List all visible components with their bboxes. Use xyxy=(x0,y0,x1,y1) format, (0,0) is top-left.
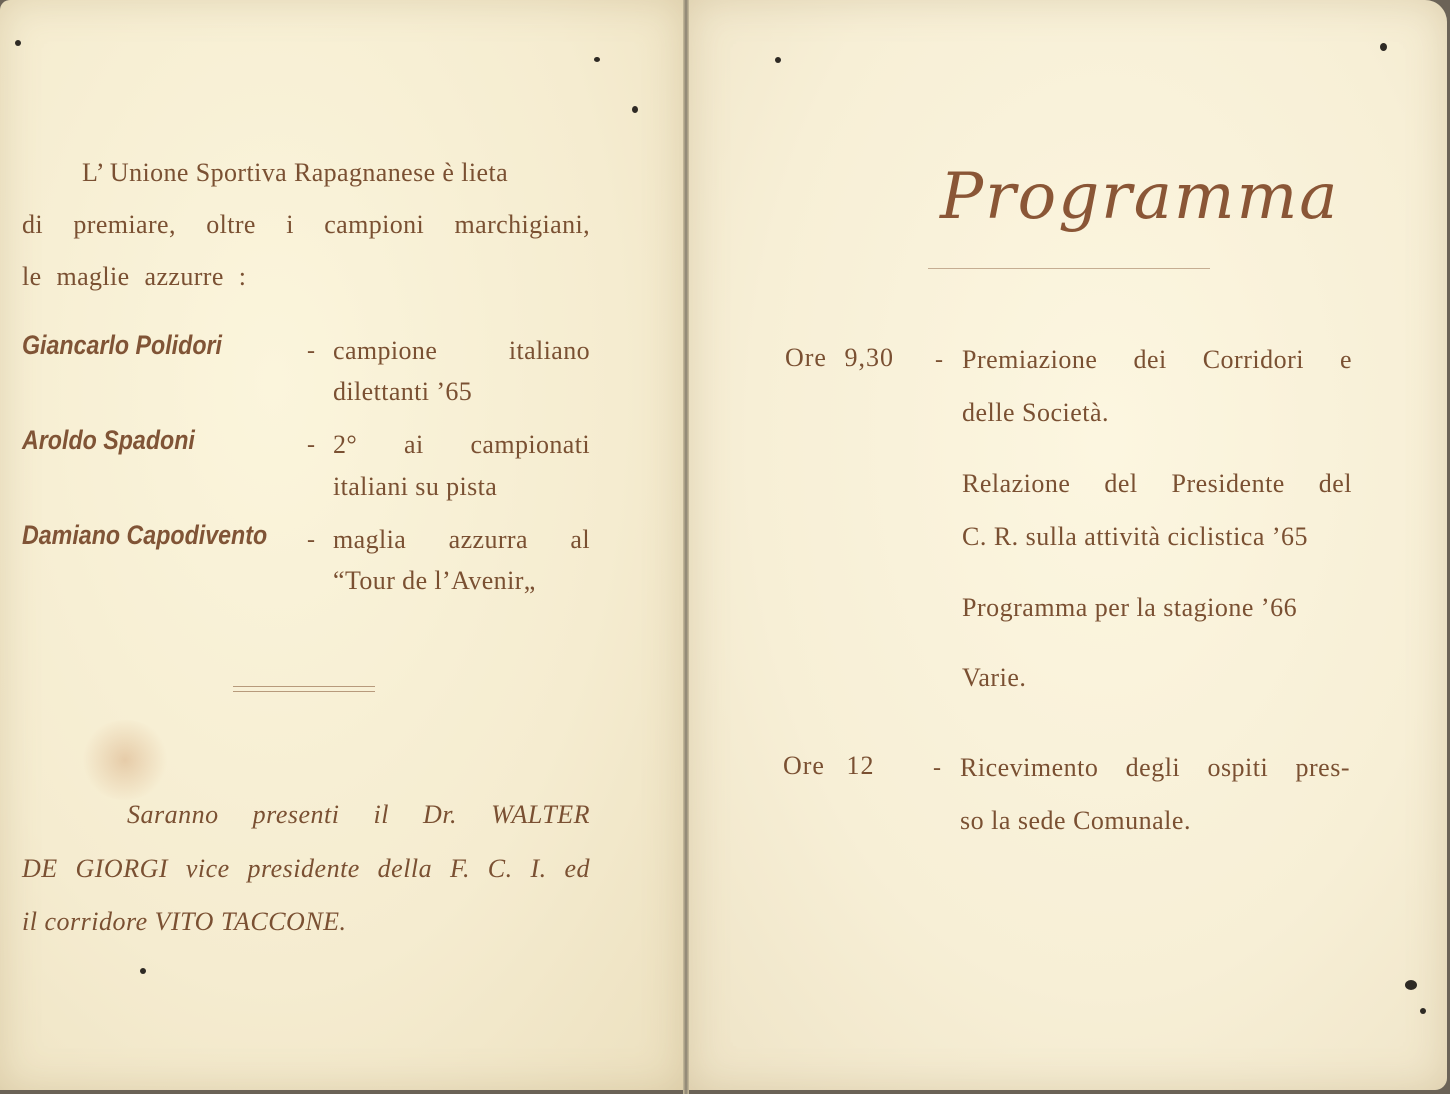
paper-speck xyxy=(1420,1008,1426,1014)
page-title: Programma xyxy=(940,160,1340,234)
schedule-item-line: delle Società. xyxy=(962,398,1110,427)
intro-line: le maglie azzurre : xyxy=(22,262,247,291)
schedule-item-line: Varie. xyxy=(962,663,1027,692)
paper-speck xyxy=(140,968,146,974)
paper-stain xyxy=(80,720,170,800)
winner-desc-line: dilettanti ’65 xyxy=(333,377,473,406)
dash: - xyxy=(307,338,315,364)
schedule-time: Ore 12 xyxy=(783,751,875,780)
winner-desc-line: 2° ai campionati xyxy=(333,430,590,459)
paper-speck xyxy=(775,57,781,63)
winner-desc-line: campione italiano xyxy=(333,336,590,365)
dash: - xyxy=(307,432,315,458)
winner-desc-line: maglia azzurra al xyxy=(333,525,590,554)
paper-speck xyxy=(632,106,638,113)
schedule-item-line: Ricevimento degli ospiti pres- xyxy=(960,753,1350,782)
paper-speck xyxy=(15,40,21,46)
guests-line: Saranno presenti il Dr. WALTER xyxy=(127,800,590,829)
winner-name: Damiano Capodivento xyxy=(22,520,268,550)
schedule-item-line: C. R. sulla attività ciclistica ’65 xyxy=(962,522,1309,551)
winner-name: Aroldo Spadoni xyxy=(22,425,195,455)
schedule-item-line: Premiazione dei Corridori e xyxy=(962,345,1352,374)
dash: - xyxy=(307,527,315,553)
intro-line: L’ Unione Sportiva Rapagnanese è lieta xyxy=(82,158,509,187)
dash: - xyxy=(933,755,941,781)
guests-line: il corridore VITO TACCONE. xyxy=(22,907,347,936)
winner-desc-line: “Tour de l’Avenir„ xyxy=(333,566,536,595)
winner-name: Giancarlo Polidori xyxy=(22,330,222,360)
schedule-item-line: so la sede Comunale. xyxy=(960,806,1191,835)
guests-line: DE GIORGI vice presidente della F. C. I. ed xyxy=(22,854,590,883)
schedule-item-line: Relazione del Presidente del xyxy=(962,469,1352,498)
paper-speck xyxy=(1405,980,1417,990)
dash: - xyxy=(935,347,943,373)
schedule-item-line: Programma per la stagione ’66 xyxy=(962,593,1298,622)
intro-line: di premiare, oltre i campioni marchigiani, xyxy=(22,210,590,239)
title-underline xyxy=(928,268,1210,269)
winner-desc-line: italiani su pista xyxy=(333,472,498,501)
schedule-time: Ore 9,30 xyxy=(785,343,894,372)
paper-speck xyxy=(594,57,600,62)
divider xyxy=(233,686,375,692)
paper-speck xyxy=(1380,43,1387,51)
